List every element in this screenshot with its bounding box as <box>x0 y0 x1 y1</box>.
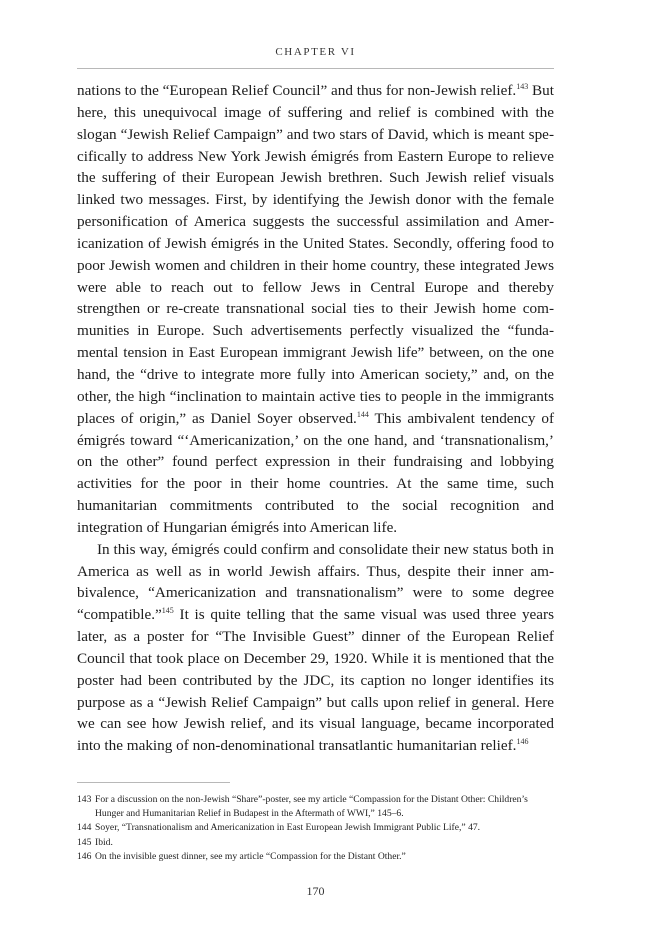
paragraph-1-text-b: But here, this unequivocal image of suffering and relief is combined with the slogan “Jewish Relief Campaign” and two stars of David, which is meant specifically to address New York Jewish émigrés from Eastern Europe to relieve the suffering of their European Jewish brethren. Such Jewish relief visuals linked two messages. First, by identifying the Jewish donor with the female personification of America suggests the successful assimilation and Americanization of Jewish émigrés in the United States. Secondly, offering food to poor Jewish women and children in their home country, these integrated Jews were able to reach out to fellow Jews in Central Europe and thereby strengthen or re-create transnational social ties to their Jewish home communities in Europe. Such advertisements perfectly visualized the “fundamental tension in East European immigrant Jewish life” between, on the one hand, the “drive to integrate more fully into American society,” and, on the other, the high “inclination to maintain active ties to people in the immigrants places of origin,” as Daniel Soyer observed. <box>77 82 554 427</box>
paragraph-1 <box>77 80 554 539</box>
main-text <box>77 80 554 757</box>
footnote-146 <box>77 850 557 864</box>
footnote-number: 143 <box>77 794 92 805</box>
paragraph-1-text-a: nations to the “European Relief Council” and thus for non-Jewish relief. <box>77 82 517 99</box>
paragraph-2-text-b: It is quite telling that the same visual was used three years later, as a poster for “The Invisible Guest” dinner of the European Relief Council that took place on December 29, 1920. While it is mentioned that the poster had been contributed by the JDC, its caption no longer identifies its purpose as a “Jewish Relief Campaign” but calls upon relief in general. Here we can see how Jewish relief, and its visual language, became incorporated into the making of non-denominational transatlantic humanitarian relief. <box>77 606 554 755</box>
footnote-rule <box>77 782 230 783</box>
running-head: CHAPTER VI <box>275 46 356 58</box>
footnote-text: For a discussion on the non-Jewish “Share”-poster, see my article “Compassion for the Distant Other: Children’s Hunger and Humanitarian Relief in Budapest in the Aftermath of WWI,” 145–6. <box>95 794 528 820</box>
footnote-text: Ibid. <box>95 836 113 848</box>
footnote-number: 145 <box>77 836 92 848</box>
footnote-145 <box>77 836 557 850</box>
footnote-144 <box>77 821 557 835</box>
footnote-ref-146[interactable]: 146 <box>516 737 529 747</box>
footnote-ref-145[interactable]: 145 <box>161 606 174 616</box>
footnote-number: 146 <box>77 850 92 862</box>
footnote-143 <box>77 793 557 821</box>
footnote-ref-143[interactable]: 143 <box>516 82 529 91</box>
footnote-number: 144 <box>77 822 92 834</box>
paragraph-2-text-a: In this way, émigrés could confirm and consolidate their new status both in America as well as in world Jewish affairs. Thus, despite their inner ambivalence, “Americanization and transnationalism” were to some degree “compatible.” <box>77 540 554 624</box>
header-rule <box>77 68 554 69</box>
footnote-text: Soyer, “Transnationalism and Americanization in East European Jewish Immigrant Public Life,” 47. <box>95 822 481 834</box>
footnotes <box>77 793 557 864</box>
footnote-text: On the invisible guest dinner, see my article “Compassion for the Distant Other.” <box>95 850 406 862</box>
footnote-ref-144[interactable]: 144 <box>356 409 369 419</box>
paragraph-2 <box>77 539 554 757</box>
paragraph-1-text-c: This ambivalent tendency of émigrés toward “‘Americanization,’ on the one hand, and ‘transnationalism,’ on the other” found perfect expression in their fundraising and lobbying activities for the poor in their home countries. At the same time, such humanitarian commitments contributed to the social recognition and integration of Hungarian émigrés into American life. <box>77 409 555 536</box>
page-number: 170 <box>306 884 325 898</box>
